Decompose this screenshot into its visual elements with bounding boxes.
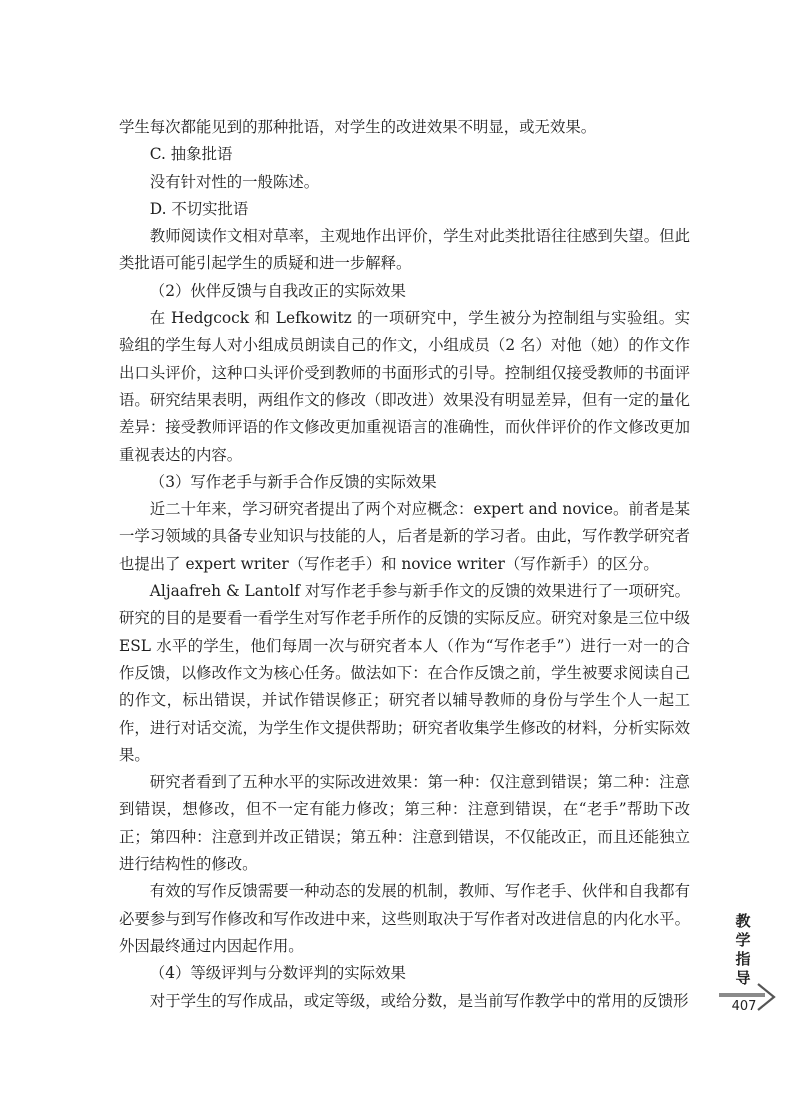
body-paragraph: 近二十年来，学习研究者提出了两个对应概念：expert and novice。前者是某一学习领域的具备专业知识与技能的人，后者是新的学习者。由此，写作教学研究者也提出了 expert writer（写作老手）和 novice writer（写作新手）的区分。 — [119, 500, 690, 573]
body-paragraph: 教师阅读作文相对草率，主观地作出评价，学生对此类批语往往感到失望。但此类批语可能引起学生的质疑和进一步解释。 — [119, 227, 690, 273]
section-heading: （4）等级评判与分数评判的实际效果 — [149, 964, 406, 983]
body-paragraph: 有效的写作反馈需要一种动态的发展的机制，教师、写作老手、伙伴和自我都有必要参与到写作修改和写作改进中来，这些则取决于写作者对改进信息的内化水平。外因最终通过内因起作用。 — [119, 882, 690, 955]
body-paragraph: 没有针对性的一般陈述。 — [149, 172, 320, 191]
body-paragraph: Aljaafreh & Lantolf 对写作老手参与新手作文的反馈的效果进行了一项研究。研究的目的是要看一看学生对写作老手所作的反馈的实际反应。研究对象是三位中级 ESL 水平的学生，他们每周一次与研究者本人（作为“写作老手”）进行一对一的合作反馈，以修改作文为核心任务。做法如下：在合作反馈之前，学生被要求阅读自己的作文，标出错误，并试作错误修正；研究者以辅导教师的身份与学生个人一起工作，进行对话交流，为学生作文提供帮助；研究者收集学生修改的材料，分析实际效果。 — [119, 582, 690, 764]
side-tab-char: 学 — [735, 931, 751, 949]
section-side-tab — [727, 912, 759, 988]
section-heading: D. 不切实批语 — [149, 199, 249, 218]
page-body — [119, 114, 690, 1015]
side-tab-char: 指 — [735, 950, 751, 968]
side-tab-char: 教 — [735, 912, 751, 930]
body-paragraph: 对于学生的写作成品，或定等级，或给分数，是当前写作教学中的常用的反馈形 — [149, 991, 689, 1010]
body-paragraph: 研究者看到了五种水平的实际改进效果：第一种：仅注意到错误；第二种：注意到错误，想修改，但不一定有能力修改；第三种：注意到错误，在“老手”帮助下改正；第四种：注意到并改正错误；第五种：注意到错误，不仅能改正，而且还能独立进行结构性的修改。 — [119, 773, 690, 874]
section-heading: （2）伙伴反馈与自我改正的实际效果 — [149, 281, 406, 300]
body-paragraph: 在 Hedgcock 和 Lefkowitz 的一项研究中，学生被分为控制组与实验组。实验组的学生每人对小组成员朗读自己的作文，小组成员（2 名）对他（她）的作文作出口头评价，这种口头评价受到教师的书面形式的引导。控制组仅接受教师的书面评语。研究结果表明，两组作文的修改（即改进）效果没有明显差异，但有一定的量化差异：接受教师评语的作文修改更加重视语言的准确性，而伙伴评价的作文修改更加重视表达的内容。 — [119, 309, 690, 464]
section-heading: （3）写作老手与新手合作反馈的实际效果 — [149, 472, 437, 491]
section-heading: C. 抽象批语 — [149, 145, 233, 164]
side-tab-char: 导 — [735, 969, 751, 987]
page-number: 407 — [731, 999, 757, 1014]
body-paragraph: 学生每次都能见到的那种批语，对学生的改进效果不明显，或无效果。 — [119, 118, 597, 136]
